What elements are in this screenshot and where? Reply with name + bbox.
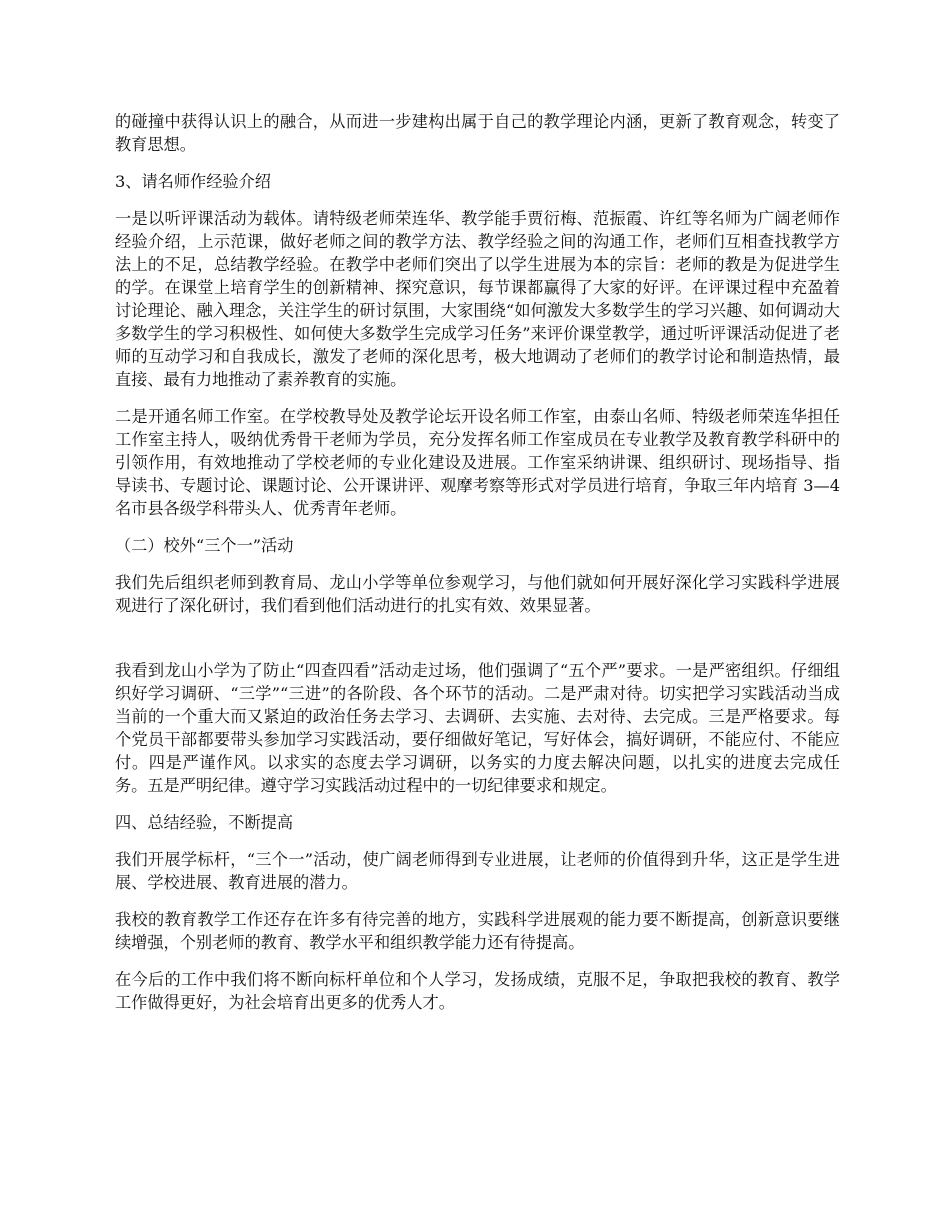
paragraph-intro-continuation: 的碰撞中获得认识上的融合，从而进一步建构出属于自己的教学理论内涵，更新了教育观念，转变了教育思想。	[115, 112, 840, 154]
section-heading-external-activities: （二）校外“三个一”活动	[115, 536, 294, 555]
paragraph-lesson-evaluation: 一是以听评课活动为载体。请特级老师荣连华、教学能手贾衍梅、范振霞、许红等名师为广阔老师作经验介绍，上示范课，做好老师之间的教学方法、教学经验之间的沟通工作，老师们互相查找教学方法上的不足，总结教学经验。在教学中老师们突出了以学生进展为本的宗旨：老师的教是为促进学生的学。在课堂上培育学生的创新精神、探究意识，每节课都赢得了大家的好评。在评课过程中充盈着讨论理论、融入理念，关注学生的研讨氛围，大家围绕“如何激发大多数学生的学习兴趣、如何调动大多数学生的学习积极性、如何使大多数学生完成学习任务”来评价课堂教学，通过听评课活动促进了老师的互动学习和自我成长，激发了老师的深化思考，极大地调动了老师们的教学讨论和制造热情，最直接、最有力地推动了素养教育的实施。	[115, 209, 840, 389]
section-heading-famous-teachers: 3、请名师作经验介绍	[115, 172, 271, 191]
document-body	[115, 110, 840, 1028]
paragraph-summary-benchmark: 我们开展学标杆，“三个一”活动，使广阔老师得到专业进展，让老师的价值得到升华，这正是学生进展、学校进展、教育进展的潜力。	[115, 850, 840, 892]
paragraph-shortcomings: 我校的教育教学工作还存在许多有待完善的地方，实践科学进展观的能力要不断提高，创新意识要继续增强，个别老师的教育、教学水平和组织教学能力还有待提高。	[115, 910, 840, 952]
paragraph-site-visits: 我们先后组织老师到教育局、龙山小学等单位参观学习，与他们就如何开展好深化学习实践科学进展观进行了深化研讨，我们看到他们活动进行的扎实有效、效果显著。	[115, 573, 840, 615]
paragraph-five-strict-requirements: 我看到龙山小学为了防止“四查四看”活动走过场，他们强调了“五个严”要求。一是严密组织。仔细组织好学习调研、“三学”“三进”的各阶段、各个环节的活动。二是严肃对待。切实把学习实践活动当成当前的一个重大而又紧迫的政治任务去学习、去调研、去实施、去对待、去完成。三是严格要求。每个党员干部都要带头参加学习实践活动，要仔细做好笔记，写好体会，搞好调研，不能应付、不能应付。四是严谨作风。以求实的态度去学习调研，以务实的力度去解决问题，以扎实的进度去完成任务。五是严明纪律。遵守学习实践活动过程中的一切纪律要求和规定。	[115, 661, 840, 795]
blank-spacer	[115, 631, 840, 659]
section-heading-summary: 四、总结经验，不断提高	[115, 813, 294, 832]
paragraph-future-work: 在今后的工作中我们将不断向标杆单位和个人学习，发扬成绩，克服不足，争取把我校的教育、教学工作做得更好，为社会培育出更多的优秀人才。	[115, 970, 840, 1012]
paragraph-teacher-studio: 二是开通名师工作室。在学校教导处及教学论坛开设名师工作室，由泰山名师、特级老师荣连华担任工作室主持人，吸纳优秀骨干老师为学员，充分发挥名师工作室成员在专业教学及教育教学科研中的引领作用，有效地推动了学校老师的专业化建设及进展。工作室采纳讲课、组织研讨、现场指导、指导读书、专题讨论、课题讨论、公开课讲评、观摩考察等形式对学员进行培育，争取三年内培育 3—4 名市县各级学科带头人、优秀青年老师。	[115, 407, 840, 518]
